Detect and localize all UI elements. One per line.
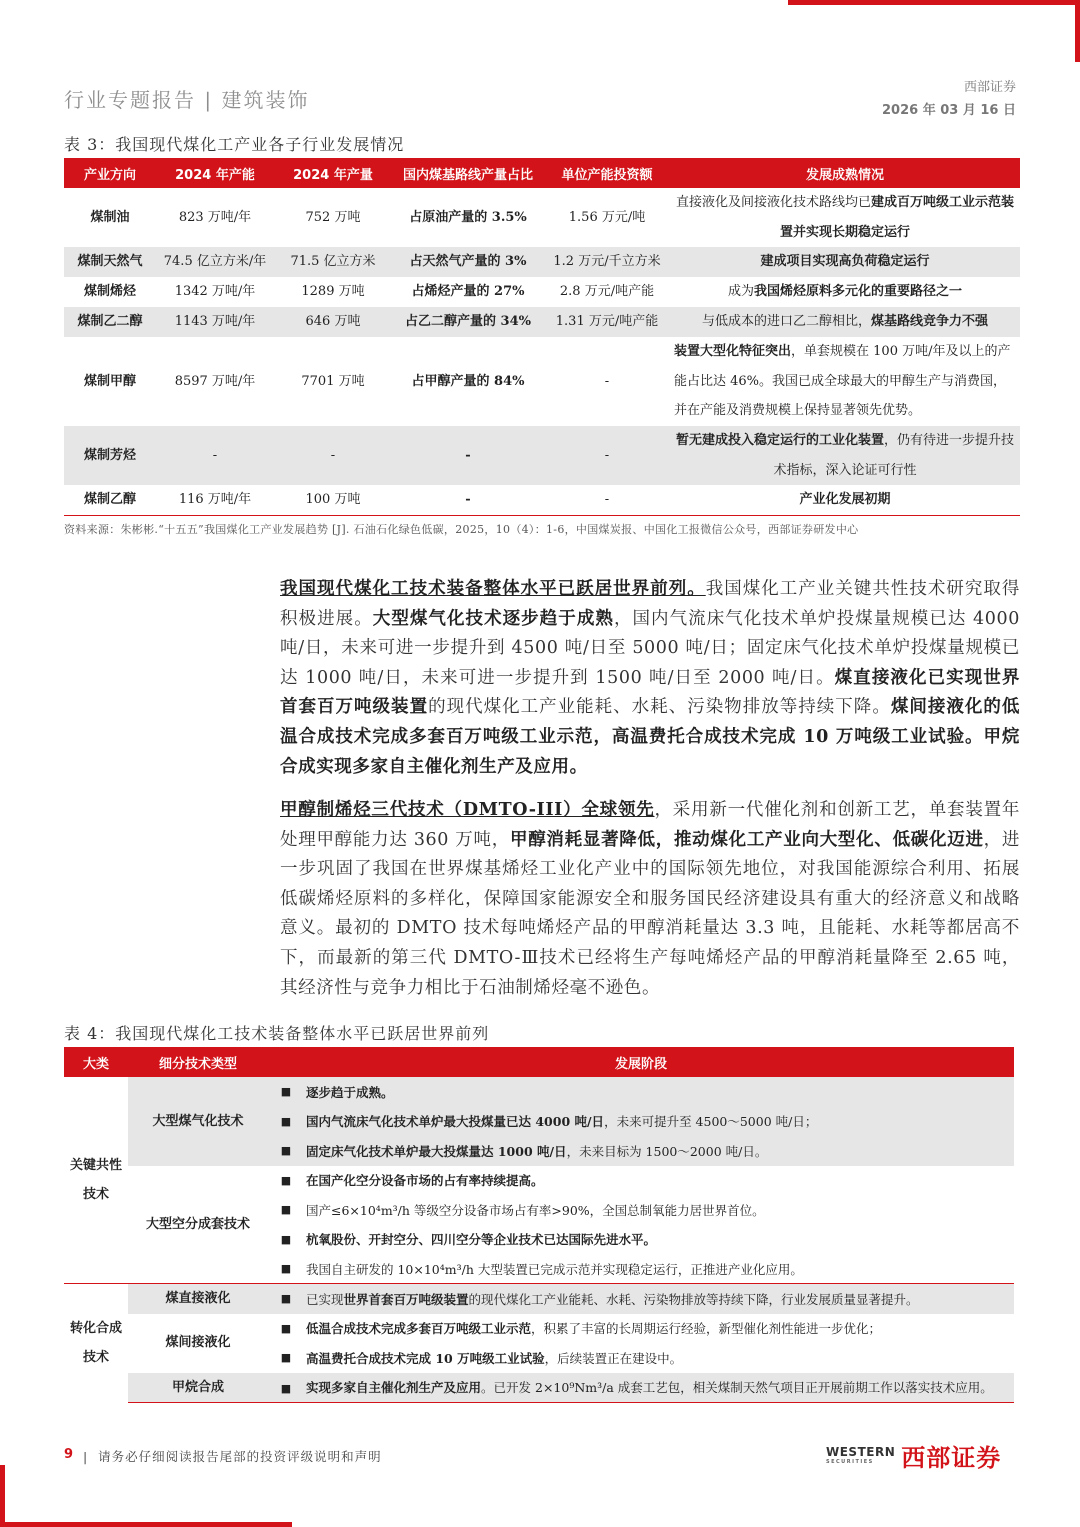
- row-name: 煤制天然气: [64, 247, 156, 277]
- table-row: [64, 337, 1020, 426]
- header-meta: [882, 76, 1016, 118]
- category-label: 关键共性技术: [69, 1157, 122, 1202]
- table3-col-header: 国内煤基路线产量占比: [392, 158, 544, 188]
- row-status: 直接液化及间接液化技术路线均已建成百万吨级工业示范装置并实现长期稳定运行: [675, 195, 1015, 240]
- footer-disclaimer: | 请务必仔细阅读报告尾部的投资评级说明和声明: [78, 1449, 382, 1464]
- row-output: -: [274, 426, 392, 485]
- bullet: ■: [268, 1136, 304, 1166]
- subcategory-label: 煤直接液化: [128, 1284, 268, 1314]
- table4-col-header: 大类: [64, 1047, 128, 1077]
- table3-source: 资料来源：朱彬彬.“十五五”我国煤化工产业发展趋势 [J]. 石油石化绿色低碳，2025，10（4）：1-6，中国煤炭报、中国化工报微信公众号，西部证券研发中心: [64, 523, 859, 536]
- bottom-left-corner-decoration: [0, 1465, 292, 1527]
- stage-text: 国内气流床气化技术单炉最大投煤量已达 4000 吨/日，未来可提升至 4500～5000 吨/日；: [304, 1107, 1014, 1137]
- bullet: ■: [280, 1321, 292, 1335]
- row-name: 煤制乙醇: [64, 485, 156, 515]
- table4-col-header: 发展阶段: [268, 1047, 1014, 1077]
- row-status: 成为我国烯烃原料多元化的重要路径之一: [727, 284, 963, 300]
- row-capacity: -: [156, 426, 274, 485]
- category-label: 转化合成技术: [64, 1284, 128, 1403]
- table-row: [64, 277, 1020, 307]
- bullet: ■: [268, 1077, 304, 1107]
- report-category-title: 行业专题报告 | 建筑装饰: [64, 88, 310, 112]
- bullet: ■: [280, 1351, 292, 1365]
- bullet: ■: [268, 1107, 304, 1137]
- subcategory-label: 大型煤气化技术: [128, 1077, 268, 1166]
- row-invest: 2.8 万元/吨产能: [559, 284, 655, 300]
- row-capacity: 74.5 亿立方米/年: [156, 247, 274, 277]
- row-capacity: 8597 万吨/年: [174, 373, 256, 389]
- para1-lead: 我国现代煤化工技术装备整体水平已跃居世界前列。: [280, 579, 706, 599]
- table-row: [64, 1284, 1014, 1314]
- stage-text: 实现多家自主催化剂生产及应用。已开发 2×10⁹Nm³/a 成套工艺包，相关煤制天然气项目正开展前期工作以落实技术应用。: [304, 1373, 1014, 1403]
- table-row: [64, 247, 1020, 277]
- table-row: [64, 1314, 1014, 1344]
- table3-col-header: 产业方向: [64, 158, 156, 188]
- row-share: -: [392, 426, 544, 485]
- row-invest: 1.2 万元/千立方米: [544, 247, 670, 277]
- table3: [64, 158, 1020, 516]
- row-status: 暂无建成投入稳定运行的工业化装置，仍有待进一步提升技术指标，深入论证可行性: [670, 426, 1020, 485]
- row-share: 占原油产量的 3.5%: [409, 209, 527, 225]
- row-invest: -: [604, 373, 610, 389]
- stage-text: 逐步趋于成熟。: [304, 1077, 1014, 1107]
- row-status: 与低成本的进口乙二醇相比，煤基路线竞争力不强: [670, 307, 1020, 337]
- subcategory-label: 大型空分成套技术: [145, 1216, 250, 1232]
- row-invest: 1.56 万元/吨: [568, 209, 646, 225]
- stage-text: 国产≤6×10⁴m³/h 等级空分设备市场占有率>90%，全国总制氧能力居世界首位。: [306, 1202, 765, 1218]
- table3-col-header: 发展成熟情况: [670, 158, 1020, 188]
- logo-chinese: 西部证券: [901, 1444, 1002, 1472]
- stage-text: 在国产化空分设备市场的占有率持续提高。: [306, 1173, 544, 1189]
- row-output: 646 万吨: [274, 307, 392, 337]
- row-name: 煤制油: [90, 209, 130, 225]
- stage-text: 高温费托合成技术完成 10 万吨级工业试验，后续装置正在建设中。: [306, 1350, 683, 1366]
- body-paragraph-1: 我国现代煤化工技术装备整体水平已跃居世界前列。我国煤化工产业关键共性技术研究取得积极进展。大型煤气化技术逐步趋于成熟，国内气流床气化技术单炉投煤量规模已达 4000 吨/日，未来可进一步提升到 4500 吨/日至 5000 吨/日；固定床气化技术单炉投煤量规模已达 1000 吨/日，未来可进一步提升到 1500 吨/日至 2000 吨/日。煤直接液化已实现世界首套百万吨级装置的现代煤化工产业能耗、水耗、污染物排放等持续下降。煤间接液化的低温合成技术完成多套百万吨级工业示范，高温费托合成技术完成 10 万吨级工业试验。甲烷合成实现多家自主催化剂生产及应用。: [280, 579, 1021, 777]
- table4: [64, 1047, 1014, 1403]
- table-row: [64, 1166, 1014, 1196]
- row-share: 占烯烃产量的 27%: [411, 284, 525, 300]
- row-status: 建成项目实现高负荷稳定运行: [670, 247, 1020, 277]
- row-output: 7701 万吨: [301, 373, 365, 389]
- bullet: ■: [268, 1373, 304, 1403]
- table-row: [64, 485, 1020, 515]
- bullet: ■: [280, 1173, 292, 1187]
- row-name: 煤制芳烃: [64, 426, 156, 485]
- table-row: [64, 188, 1020, 247]
- header-company: 西部证券: [963, 80, 1016, 95]
- top-right-corner-decoration: [788, 0, 1080, 62]
- stage-text: 已实现世界首套百万吨级装置的现代煤化工产业能耗、水耗、污染物排放等持续下降，行业发展质量显著提升。: [304, 1284, 1014, 1314]
- row-output: 71.5 亿立方米: [274, 247, 392, 277]
- stage-text: 低温合成技术完成多套百万吨级工业示范，积累了丰富的长周期运行经验，新型催化剂性能进一步优化；: [306, 1321, 882, 1337]
- table3-header-row: [64, 158, 1020, 188]
- row-output: 1289 万吨: [301, 284, 365, 300]
- row-capacity: 1342 万吨/年: [174, 284, 256, 300]
- table-row: [64, 307, 1020, 337]
- table4-caption: 表 4：我国现代煤化工技术装备整体水平已跃居世界前列: [64, 1024, 490, 1043]
- bullet: ■: [268, 1284, 304, 1314]
- table3-col-header: 2024 年产能: [156, 158, 274, 188]
- logo-english: WESTERN SECURITIES: [826, 1445, 896, 1465]
- table3-col-header: 2024 年产量: [274, 158, 392, 188]
- stage-text: 杭氧股份、开封空分、四川空分等企业技术已达国际先进水平。: [306, 1232, 657, 1248]
- table3-col-header: 单位产能投资额: [544, 158, 670, 188]
- row-share: 占乙二醇产量的 34%: [392, 307, 544, 337]
- stage-text: 我国自主研发的 10×10⁴m³/h 大型装置已完成示范并实现稳定运行，正推进产业化应用。: [306, 1261, 803, 1277]
- stage-text: 固定床气化技术单炉最大投煤量达 1000 吨/日，未来目标为 1500～2000 吨/日。: [304, 1136, 1014, 1166]
- row-status: 装置大型化特征突出，单套规模在 100 万吨/年及以上的产能占比达 46%。我国已成全球最大的甲醇生产与消费国，并在产能及消费规模上保持显著领先优势。: [674, 344, 1011, 419]
- table4-header-row: [64, 1047, 1014, 1077]
- para2-lead: 甲醇制烯烃三代技术（DMTO-III）全球领先: [280, 800, 655, 820]
- row-invest: -: [544, 485, 670, 515]
- bullet: ■: [280, 1203, 292, 1217]
- row-share: 占天然气产量的 3%: [392, 247, 544, 277]
- row-name: 煤制甲醇: [83, 373, 136, 389]
- subcategory-label: 煤间接液化: [165, 1335, 231, 1351]
- row-capacity: 823 万吨/年: [178, 209, 252, 225]
- table-row: [64, 1373, 1014, 1403]
- row-invest: -: [544, 426, 670, 485]
- header-date: 2026 年 03 月 16 日: [882, 103, 1016, 118]
- row-status: 产业化发展初期: [670, 485, 1020, 515]
- table-row: [64, 426, 1020, 485]
- row-capacity: 1143 万吨/年: [156, 307, 274, 337]
- table3-caption: 表 3：我国现代煤化工产业各子行业发展情况: [64, 135, 405, 154]
- row-share: -: [392, 485, 544, 515]
- subcategory-label: 甲烷合成: [128, 1373, 268, 1403]
- row-name: 煤制乙二醇: [64, 307, 156, 337]
- row-output: 752 万吨: [305, 209, 361, 225]
- row-share: 占甲醇产量的 84%: [411, 373, 525, 389]
- bullet: ■: [280, 1262, 292, 1275]
- table4-col-header: 细分技术类型: [128, 1047, 268, 1077]
- row-name: 煤制烯烃: [83, 284, 136, 300]
- table-row: [64, 1077, 1014, 1107]
- row-output: 100 万吨: [274, 485, 392, 515]
- page-number: 9: [64, 1447, 74, 1462]
- body-paragraph-2: 甲醇制烯烃三代技术（DMTO-III）全球领先，采用新一代催化剂和创新工艺，单套装置年处理甲醇能力达 360 万吨，甲醇消耗显著降低，推动煤化工产业向大型化、低碳化迈进，进一步巩固了我国在世界煤基烯烃工业化产业中的国际领先地位，对我国能源综合利用、拓展低碳烯烃原料的多样化，保障国家能源安全和服务国民经济建设具有重大的经济意义和战略意义。最初的 DMTO 技术每吨烯烃产品的甲醇消耗量达 3.3 吨，且能耗、水耗等都居高不下，而最新的第三代 DMTO-Ⅲ技术已经将生产每吨烯烃产品的甲醇消耗量降至 2.65 吨，其经济性与竞争力相比于石油制烯烃毫不逊色。: [280, 800, 1021, 998]
- company-logo: [826, 1438, 1001, 1473]
- row-capacity: 116 万吨/年: [156, 485, 274, 515]
- row-invest: 1.31 万元/吨产能: [544, 307, 670, 337]
- bullet: ■: [280, 1232, 292, 1246]
